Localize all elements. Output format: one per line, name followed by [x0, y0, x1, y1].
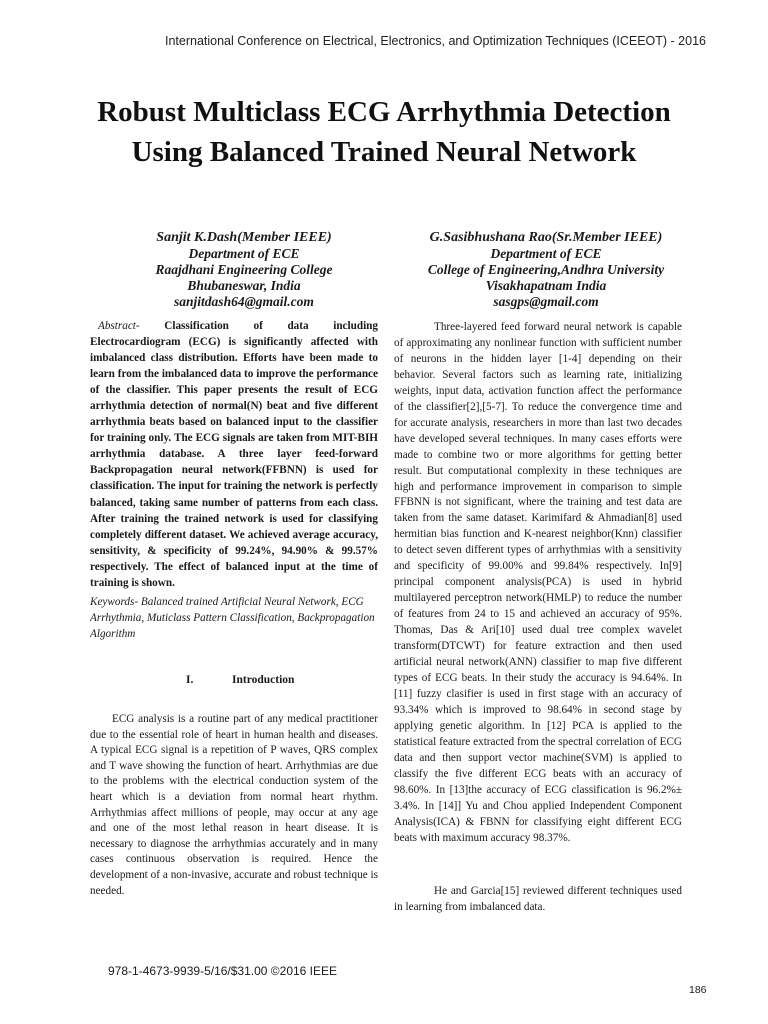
body-paragraph: He and Garcia[15] reviewed different techniques used in learning from imbalanced data.	[394, 885, 682, 913]
author-block-2	[396, 230, 696, 310]
author-institution: College of Engineering,Andhra University	[427, 262, 665, 277]
abstract	[90, 318, 378, 591]
author-block-1	[94, 230, 394, 310]
author-department: Department of ECE	[490, 246, 602, 261]
author-name: Sanjit K.Dash(Member IEEE)	[156, 230, 332, 245]
section-title: Introduction	[232, 674, 295, 686]
paper-title: Robust Multiclass ECG Arrhythmia Detection Using Balanced Trained Neural Network	[97, 96, 671, 168]
author-department: Department of ECE	[188, 246, 300, 261]
section-number: I.	[186, 674, 194, 686]
abstract-text: Classification of data including Electrocardiogram (ECG) is significantly affected with imbalanced class distribution. Efforts have been made to learn from the imbalanced data to improve the performance of the classifier. This paper presents the result of ECG arrhythmia detection of normal(N) beat and five different arrhythmia beats based on balanced input to the classifier for training only. The ECG signals are taken from MIT-BIH arrhythmia database. A three layer feed-forward Backpropagation neural network(FFBNN) is used for classification. The input for training the network is perfectly balanced, taking same number of patterns from each class. After training the trained network is used for classifying completely different dataset. We achieved average accuracy, sensitivity, & specificity of 99.24%, 94.90% & 99.57% respectively. The effect of balanced input at the time of training is shown.	[90, 320, 378, 589]
intro-paragraph: ECG analysis is a routine part of any medical practitioner due to the essential role of heart in human health and diseases. A typical ECG signal is a repetition of P waves, QRS complex and T wave showing the function of heart. Arrhythmias are due to the problems with the electrical conduction system of the heart which is a deviation from normal heart rhythm. Arrhythmias affect millions of people, may occur at any age and one of the most lethal reason in heart disease. It is necessary to diagnose the arrhythmias accurately and in many cases continuous observation is required. Hence the development of a non-invasive, accurate and robust technique is needed.	[90, 713, 378, 897]
author-location: Visakhapatnam India	[485, 278, 607, 293]
body-paragraph: Three-layered feed forward neural network is capable of approximating any nonlinear function with sufficient number of neurons in the hidden layer [1-4] depending on their behavior. Several factors such as learning rate, initializing weights, input data, activation function affect the performance of the classifier[2],[5-7]. To reduce the convergence time and for accurate analysis, researchers in more than last two decades have developed several techniques. In many cases efforts were made to combine two or more algorithms for getting better result. But computational complexity in these techniques are high and performance improvement in comparison to simple FFBNN is not significant, where the training and test data are taken from the same dataset. Karimifard & Ahmadian[8] used hermitian bias function and K-nearest neighbor(Knn) classifier to detect seven different types of arrhythmias with a sensitivity and specificity of 99.00% and 99.84% respectively. In[9] principal component analysis(PCA) is used in hybrid multilayered perceptron network(HMLP) to reduce the number of features from 24 to 15 and achieved an accuracy of 95%. Thomas, Das & Ari[10] used dual tree complex wavelet transform(DTCWT) for feature extraction and then used artificial neural network(ANN) classifier to map five different types of ECG beats. In their study the accuracy is 94.64%. In [11] fuzzy clasifier is used in first stage with an accuracy of 93.34% which is improved to 98.64% in second stage by applying genetic algorithm. In [12] PCA is applied to the statistical feature extracted from the spectral correlation of ECG data and then support vector machine(SVM) is applied to classify the five different ECG beats with an accuracy of 98.60%. In [13]the accuracy of ECG classification is 96.2%± 3.4%. In [14]] Yu and Chou applied Independent Component Analysis(ICA) & FBNN for classifying eight different ECG beats with maximum accuracy 98.37%.	[394, 321, 682, 844]
abstract-label: Abstract-	[98, 320, 140, 332]
section-heading	[186, 674, 294, 686]
author-institution: Raajdhani Engineering College	[155, 262, 333, 277]
isbn-footer: 978-1-4673-9939-5/16/$31.00 ©2016 IEEE	[108, 964, 338, 978]
author-email: sasgps@gmail.com	[493, 294, 599, 309]
page-number: 186	[689, 984, 707, 996]
author-email: sanjitdash64@gmail.com	[174, 294, 314, 309]
conference-header: International Conference on Electrical, Electronics, and Optimization Techniques (ICEEOT) - 2016	[164, 34, 706, 48]
author-name: G.Sasibhushana Rao(Sr.Member IEEE)	[429, 230, 663, 245]
author-location: Bhubaneswar, India	[187, 278, 301, 293]
keywords: Keywords- Balanced trained Artificial Neural Network, ECG Arrhythmia, Muticlass Pattern Classification, Backpropagation Algorithm	[90, 596, 375, 640]
